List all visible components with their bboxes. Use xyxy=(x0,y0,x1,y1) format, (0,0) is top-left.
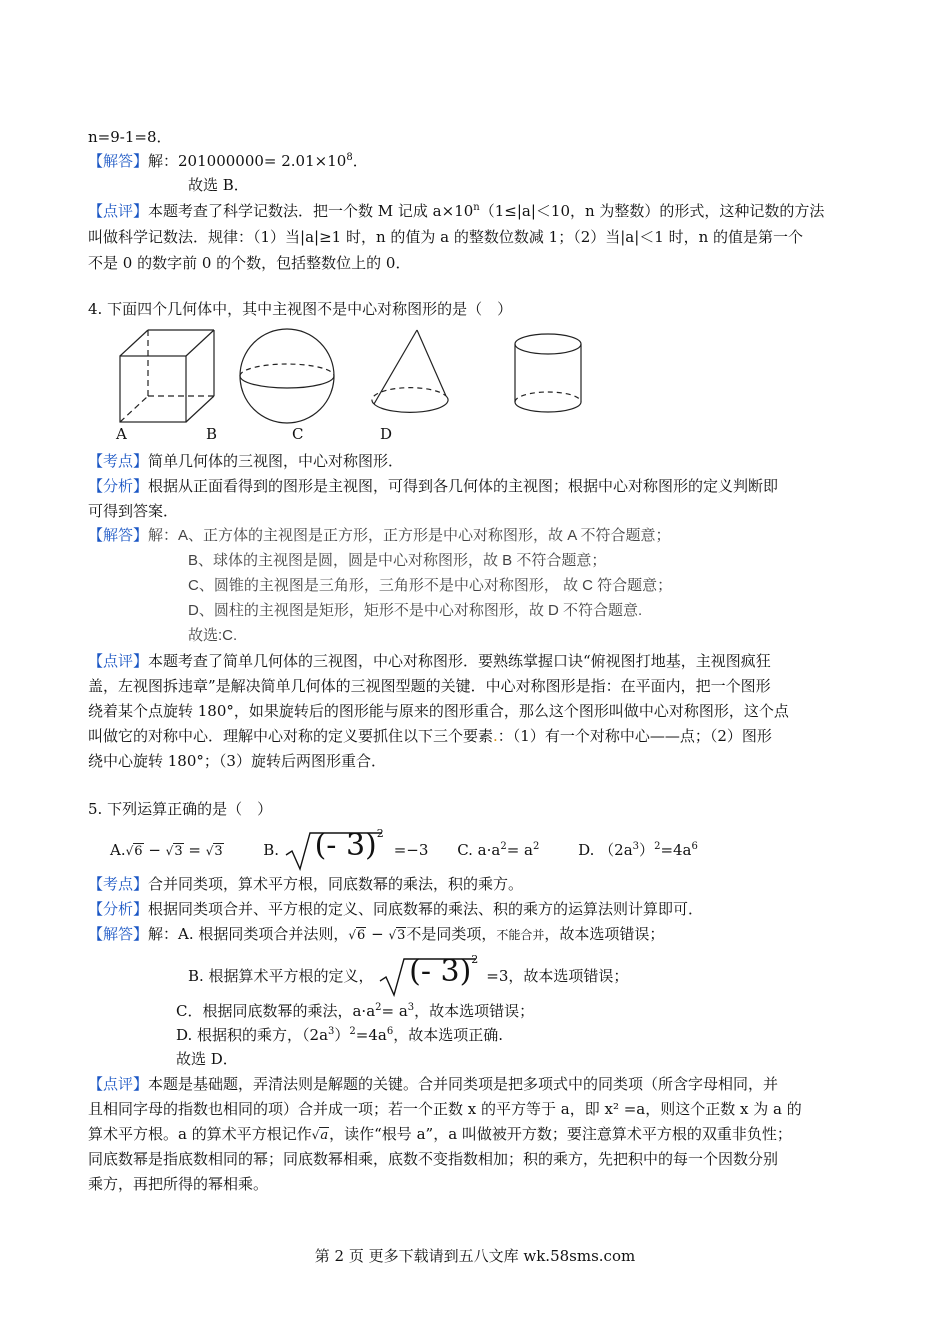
choice-line: 故选:C. xyxy=(188,627,238,644)
option-label-c: C xyxy=(292,425,304,443)
answer-line: 【解答】解：A. 根据同类项合并法则，√6 − √3不是同类项，不能合并，故本选项错误； xyxy=(88,925,665,943)
comment-line: 同底数幂是指底数相同的幂；同底数幂相乘，底数不变指数相加；积的乘方，先把积中的每一个因数分别 xyxy=(88,1150,779,1168)
comment-line: 盖，左视图拆违章”是解决简单几何体的三视图型题的关键．中心对称图形是指：在平面内，把一个图形 xyxy=(88,677,771,695)
comment-line: 绕着某个点旋转 180°，如果旋转后的图形能与原来的图形重合，那么这个图形叫做中心对称图形，这个点 xyxy=(88,702,789,720)
comment-line: 【点评】本题考查了科学记数法．把一个数 M 记成 $a\times 10^n(1\le|a|<10$，n 为整数）的形式，这种记数的方法 xyxy=(88,202,825,220)
comment-line: 叫做它的对称中心．理解中心对称的定义要抓住以下三个要素.：（1）有一个对称中心——点；（2）图形 xyxy=(88,727,772,745)
comment-line: 【点评】本题是基础题，弄清法则是解题的关键。合并同类项是把多项式中的同类项（所含字母相同，并 xyxy=(88,1075,779,1093)
comment-line: 【点评】本题考查了简单几何体的三视图，中心对称图形．要熟练掌握口诀“俯视图打地基，主视图疯狂 xyxy=(88,652,771,670)
kaodian-line: 【考点】简单几何体的三视图，中心对称图形． xyxy=(88,452,404,470)
q5-options xyxy=(110,828,704,864)
option-c: C. $a\cdot a^2= a^2$ xyxy=(457,841,540,859)
answer-line: 【解答】解：$201000000= 2.01\times 10^8$． xyxy=(88,152,368,170)
choice-line: 故选 D． xyxy=(176,1050,238,1068)
answer-line: D. 根据积的乘方，$(2a^3)^2=4a^6$，故本选项正确. xyxy=(176,1026,503,1044)
question-5: 5. 下列运算正确的是（ ） xyxy=(88,800,273,818)
choice-line: 故选 B． xyxy=(188,176,249,194)
comment-line: 乘方，再把所得的幂相乘。 xyxy=(88,1175,269,1193)
option-a: A.√6 − √3 = √3 xyxy=(110,841,223,859)
question-4: 4. 下面四个几何体中，其中主视图不是中心对称图形的是（ ） xyxy=(88,300,513,318)
cylinder-figure xyxy=(515,334,581,412)
page-footer: 第 2 页 更多下载请到五八文库 wk.58sms.com xyxy=(314,1247,636,1265)
answer-line: C．根据同底数幂的乘法，$a\cdot a^2= a^3$，故本选项错误； xyxy=(176,1002,535,1020)
answer-line: C、圆锥的主视图是三角形，三角形不是中心对称图形， 故 C 符合题意； xyxy=(188,577,673,594)
answer-tag: 【解答】 xyxy=(88,152,149,170)
answer-line: D、圆柱的主视图是矩形，矩形不是中心对称图形，故 D 不符合题意. xyxy=(188,602,643,619)
answer-line: B. 根据算术平方根的定义， (- 3)$^2$=3，故本选项错误； xyxy=(188,952,694,992)
comment-line: 绕中心旋转 180°；（3）旋转后两图形重合． xyxy=(88,752,386,770)
option-label-d: D xyxy=(380,425,393,443)
kaodian-line: 【考点】合并同类项，算术平方根，同底数幂的乘法，积的乘方。 xyxy=(88,875,524,893)
cube-figure xyxy=(120,330,214,422)
geometry-figures xyxy=(112,326,592,426)
comment-line: 叫做科学记数法．规律：（1）当|a|≥1 时，n 的值为 a 的整数位数减 1；（2）当|a|＜1 时，n 的值是第一个 xyxy=(88,228,804,246)
fenxi-line: 可得到答案． xyxy=(88,502,179,520)
comment-line: 不是 0 的数字前 0 的个数，包括整数位上的 0． xyxy=(88,254,411,272)
cone-figure xyxy=(372,330,448,412)
comment-line: 且相同字母的指数也相同的项）合并成一项；若一个正数 x 的平方等于 a，即 x² =a，则这个正数 x 为 a 的 xyxy=(88,1100,802,1118)
comment-line: 算术平方根。a 的算术平方根记作√a，读作“根号 a”，a 叫做被开方数；要注意算术平方根的双重非负性； xyxy=(88,1125,792,1143)
text-line: n=9-1=8． xyxy=(88,128,172,146)
sphere-figure xyxy=(240,329,334,423)
answer-line: 【解答】解：A、正方体的主视图是正方形，正方形是中心对称图形，故 A 不符合题意； xyxy=(88,527,671,544)
fenxi-line: 【分析】根据从正面看得到的图形是主视图，可得到各几何体的主视图；根据中心对称图形的定义判断即 xyxy=(88,477,779,495)
comment-tag: 【点评】 xyxy=(88,202,149,220)
option-d: D. $(2a^3)^2=4a^6$ xyxy=(578,841,698,859)
answer-line: B、球体的主视图是圆，圆是中心对称图形，故 B 不符合题意； xyxy=(188,552,607,569)
option-label-a: A xyxy=(116,425,127,443)
option-label-b: B xyxy=(206,425,218,443)
option-b: B. (- 3)$^2$=−3 xyxy=(263,841,497,859)
fenxi-line: 【分析】根据同类项合并、平方根的定义、同底数幂的乘法、积的乘方的运算法则计算即可． xyxy=(88,900,704,918)
